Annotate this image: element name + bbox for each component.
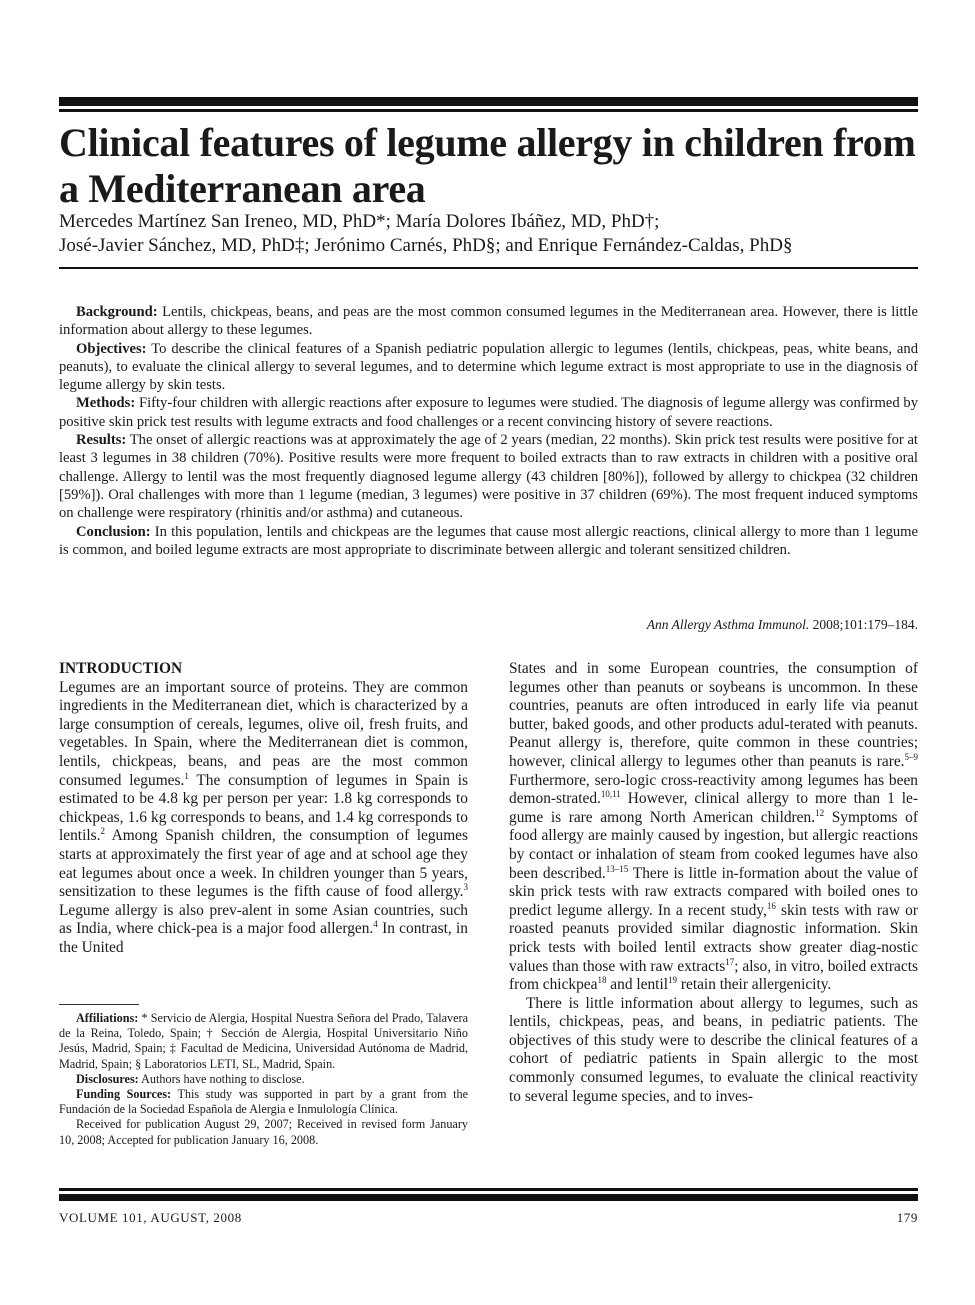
authors-line-1: Mercedes Martínez San Ireneo, MD, PhD*; María Dolores Ibáñez, MD, PhD†; <box>59 211 660 232</box>
footnote-received: Received for publication August 29, 2007; Received in revised form January 10, 2008; Accepted for publication January 16, 2008. <box>59 1117 468 1147</box>
top-rule-thick <box>59 97 918 106</box>
footnotes <box>59 1011 468 1148</box>
footnote-affiliations: Affiliations: * Servicio de Alergia, Hospital Nuestra Señora del Prado, Talavera de la Reina, Toledo, Spain; † Sección de Alergia, Hospital Universitario Niño Jesús, Madrid, Spain; ‡ Facultad de Medicina, Universidad Autónoma de Madrid, Madrid, Spain; § Laboratorios LETI, SL, Madrid, Spain. <box>59 1011 469 1071</box>
page-footer <box>59 1210 918 1226</box>
abstract-background: Background: Lentils, chickpeas, beans, and peas are the most common consumed legumes in the Mediterranean area. However, there is little information about allergy to these legumes. <box>59 304 918 339</box>
abstract-methods: Methods: Fifty-four children with allergic reactions after exposure to legumes were studied. The diagnosis of legume allergy was confirmed by positive skin prick test results with legume extracts and food challenges or a recent convincing history of severe reactions. <box>59 395 919 430</box>
top-rule-thin <box>59 109 918 112</box>
authors-line-2: José-Javier Sánchez, MD, PhD‡; Jerónimo Carnés, PhD§; and Enrique Fernández-Caldas, PhD§ <box>59 235 793 256</box>
volume-info: VOLUME 101, AUGUST, 2008 <box>59 1210 242 1225</box>
footnote-funding: Funding Sources: This study was supported in part by a grant from the Fundación de la Sociedad Española de Alergia e Inmulología Clínica. <box>59 1087 469 1117</box>
intro-paragraph-1-continued: States and in some European countries, the consumption of legumes other than peanuts or soybeans is uncommon. In these countries, peanuts are often introduced in early life via peanut butter, baked goods, and other products adul-terated with peanuts. Peanut allergy is, therefore, quite common in these countries; however, clinical allergy to legumes other than peanuts is rare.$^{5-9}$ Furthermore, sero-logic cross-reactivity among legumes has been demon-strated.$^{10,11}$ However, clinical allergy to more than 1 le-gume is rare among North American children.$^{12}$ Symptoms of food allergy are mainly caused by ingestion, but allergic reactions by contact or inhalation of steam from cooked legumes have also been described.$^{13-15}$ There is little in-formation about the value of skin prick tests with raw extracts compared with boiled ones to predict legume allergy. In a recent study,$^{16}$ skin tests with raw or roasted peanuts provided similar diagnostic information. Skin prick tests with boiled lentil extracts show greater diag-nostic values than those with raw extracts$^{17}$; also, in vitro, boiled extracts from chickpea$^{18}$ and lentil$^{19}$ retain their allergenicity. <box>509 660 919 994</box>
footnote-divider <box>59 1004 139 1005</box>
intro-paragraph-2: There is little information about allergy to legumes, such as lentils, chickpeas, peas, and beans, in pediatric patients. The objectives of this study were to describe the clinical features of a cohort of pediatric patients in Spain allergic to the most commonly consumed legumes, to evaluate the clinical reactivity to several legume species, and to inves- <box>509 994 918 1105</box>
abstract <box>59 303 918 559</box>
right-column <box>509 660 918 1106</box>
journal-citation: Ann Allergy Asthma Immunol. 2008;101:179–184. <box>646 617 918 632</box>
bottom-rule-thick <box>59 1194 918 1201</box>
intro-paragraph-1: Legumes are an important source of proteins. They are common ingredients in the Mediterranean diet, which is characterized by a large consumption of cereals, legumes, olive oil, fresh fruits, and vegetables. In Spain, where the Mediterranean diet is common, lentils, chickpeas, beans, and peas are the most common consumed legumes.$^1$ The consumption of legumes in Spain is estimated to be 4.8 kg per person per year: 1.8 kg corresponds to chickpeas, 1.6 kg corresponds to beans, and 1.4 kg corresponds to lentils.$^2$ Among Spanish children, the consumption of legumes starts at approximately the first year of age and at school age they eat legumes about once a week. In children younger than 5 years, sensitization to these legumes is the fifth cause of food allergy.$^3$ Legume allergy is also prev-alent in some Asian countries, such as India, where chick-pea is a major food allergen.$^4$ In contrast, in the United <box>59 678 468 956</box>
abstract-objectives: Objectives: To describe the clinical features of a Spanish pediatric population allergic to legumes (lentils, chickpeas, peas, white beans, and peanuts), to evaluate the clinical allergy to several legumes, and to determine which legume extract is most appropriate to use in the diagnosis of legume allergy by skin tests. <box>59 340 918 394</box>
footnote-disclosures: Disclosures: Authors have nothing to disclose. <box>76 1071 305 1086</box>
article-title: Clinical features of legume allergy in children from a Mediterranean area <box>59 120 916 211</box>
author-divider <box>59 267 918 269</box>
abstract-results: Results: The onset of allergic reactions was at approximately the age of 2 years (median, 22 months). Skin prick test results were positive for at least 3 legumes in 38 children (70%). Positive results were more frequent to boiled extracts than to raw extracts in children with a positive oral challenge. Allergy to lentil was the most frequently diagnosed legume allergy (43 children [80%]), followed by allergy to chickpea (32 children [59%]). Oral challenges with more than 1 legume (median, 3 legumes) were positive in 37 children (69%). The most frequent induced symptoms on challenge were respiratory (rhinitis and/or asthma) and cutaneous. <box>59 432 918 522</box>
bottom-rule-thin <box>59 1188 918 1191</box>
page-number: 179 <box>896 1210 918 1225</box>
author-list <box>59 210 929 258</box>
abstract-conclusion: Conclusion: In this population, lentils and chickpeas are the legumes that cause most allergic reactions, clinical allergy to more than 1 legume is common, and boiled legume extracts are most appropriate to discriminate between allergic and tolerant sensitized children. <box>59 523 918 558</box>
section-heading-introduction: INTRODUCTION <box>59 660 183 677</box>
left-column <box>59 660 468 958</box>
